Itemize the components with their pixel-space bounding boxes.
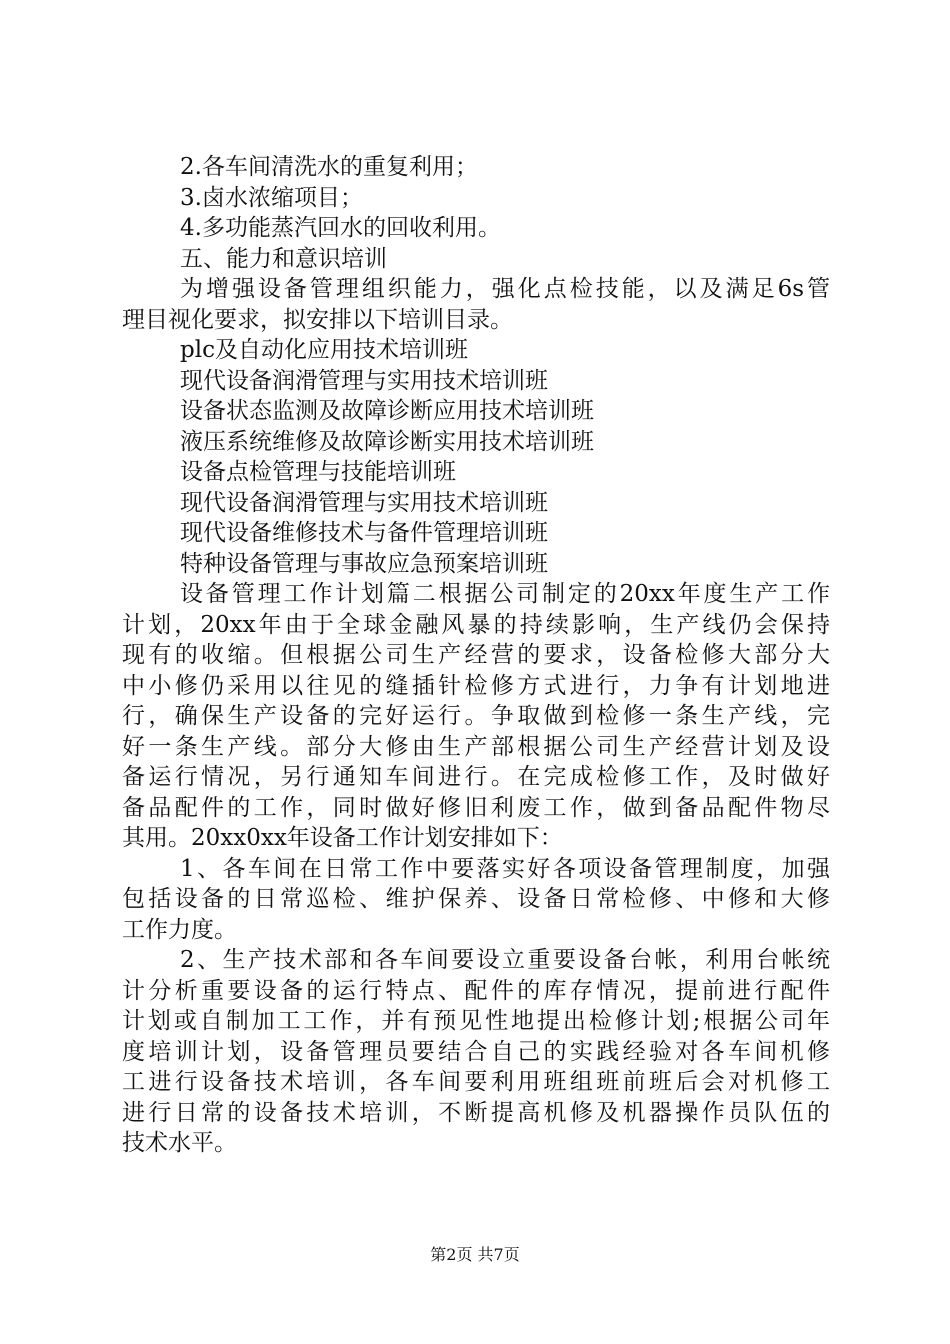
list-item: plc及自动化应用技术培训班 [180,337,468,363]
list-item: 现代设备润滑管理与实用技术培训班 [180,489,548,516]
text-line: 计划，20xx年由于全球金融风暴的持续影响，生产线仍会保持 [122,611,830,638]
list-item: 设备点检管理与技能培训班 [180,459,456,485]
text-line: 好一条生产线。部分大修由生产部根据公司生产经营计划及设 [122,733,830,760]
text-line: 度培训计划，设备管理员要结合自己的实践经验对各车间机修 [122,1038,830,1065]
list-item: 现代设备润滑管理与实用技术培训班 [180,367,548,394]
text-line: 计分析重要设备的运行特点、配件的库存情况，提前进行配件 [122,977,830,1004]
list-item: 特种设备管理与事故应急预案培训班 [180,550,548,577]
text-line: 3.卤水浓缩项目； [180,184,363,211]
text-line: 中小修仍采用以往见的缝插针检修方式进行，力争有计划地进 [122,672,830,699]
list-item: 设备状态监测及故障诊断应用技术培训班 [180,398,594,424]
text-line: 其用。20xx0xx年设备工作计划安排如下： [122,825,563,851]
text-line: 工作力度。 [122,916,237,943]
text-line: 进行日常的设备技术培训，不断提高机修及机器操作员队伍的 [122,1099,830,1126]
text-line: 理目视化要求，拟安排以下培训目录。 [122,306,513,333]
text-line: 为增强设备管理组织能力，强化点检技能，以及满足6s管 [180,276,830,302]
text-line: 工进行设备技术培训，各车间要利用班组班前班后会对机修工 [122,1069,830,1095]
text-line: 2、生产技术部和各车间要设立重要设备台帐，利用台帐统 [180,947,830,973]
text-line: 技术水平。 [122,1130,237,1156]
text-line: 备品配件的工作，同时做好修旧利废工作，做到备品配件物尽 [122,794,830,821]
text-line: 4.多功能蒸汽回水的回收利用。 [180,215,501,241]
list-item: 现代设备维修技术与备件管理培训班 [180,520,548,546]
text-line: 计划或自制加工工作，并有预见性地提出检修计划;根据公司年 [122,1008,830,1034]
text-line: 现有的收缩。但根据公司生产经营的要求，设备检修大部分大 [122,642,830,668]
text-line: 行，确保生产设备的完好运行。争取做到检修一条生产线，完 [122,703,830,729]
text-line: 设备管理工作计划篇二根据公司制定的20xx年度生产工作 [180,581,830,607]
section-heading: 五、能力和意识培训 [180,245,387,272]
page-number-footer: 第2页 共7页 [430,1245,520,1264]
text-line: 包括设备的日常巡检、维护保养、设备日常检修、中修和大修 [122,886,830,912]
text-line: 2.各车间清洗水的重复利用； [180,154,478,180]
document-body [122,152,830,1159]
list-item: 液压系统维修及故障诊断实用技术培训班 [180,428,594,455]
text-line: 备运行情况，另行通知车间进行。在完成检修工作，及时做好 [122,764,830,790]
text-line: 1、各车间在日常工作中要落实好各项设备管理制度，加强 [180,855,830,882]
